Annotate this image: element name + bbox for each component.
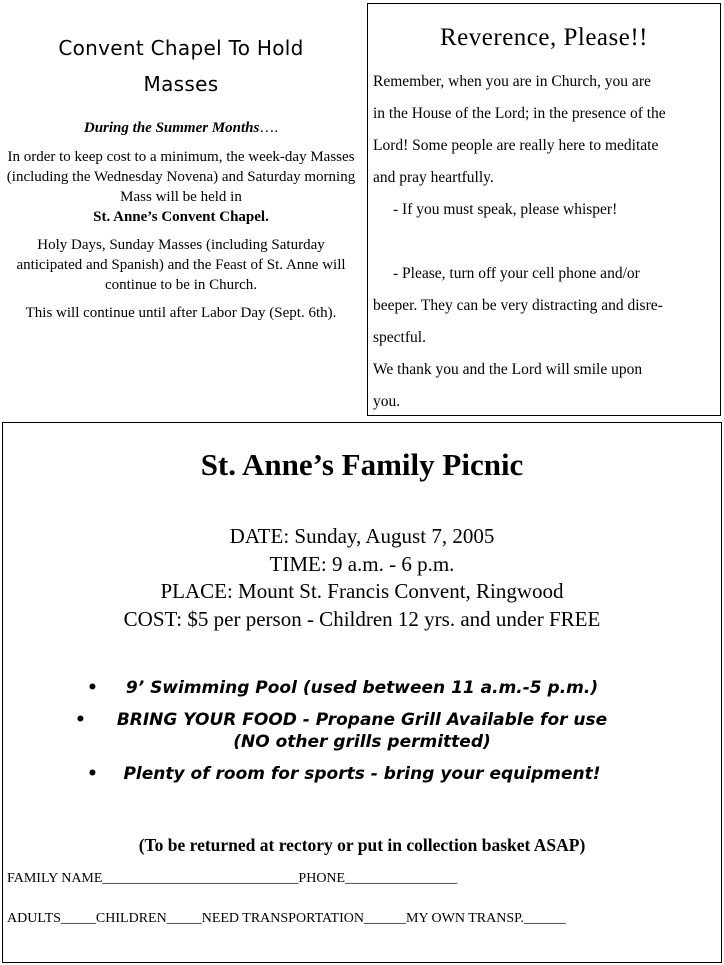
- reverence-line: spectful.: [373, 329, 426, 346]
- convent-title-line2: Masses: [143, 72, 219, 96]
- convent-paragraph-2: Holy Days, Sunday Masses (including Saturday anticipated and Spanish) and the Feast of St. Anne will continue to be in Church.: [16, 237, 346, 293]
- convent-title-line1: Convent Chapel To Hold: [58, 36, 304, 60]
- reverence-line: - Please, turn off your cell phone and/or: [393, 265, 640, 282]
- convent-chapel-article: [0, 0, 362, 415]
- reverence-body: [373, 66, 716, 418]
- convent-article-title: [10, 30, 352, 102]
- bullet-icon: •: [75, 710, 86, 730]
- picnic-bullet-text: Plenty of room for sports - bring your equipment!: [123, 764, 601, 784]
- convent-p1-text: In order to keep cost to a minimum, the week-day Masses (including the Wednesday Novena) and Saturday morning Mass will be held in: [6, 149, 356, 205]
- picnic-bullet-text: 9’ Swimming Pool (used between 11 a.m.-5 p.m.): [125, 678, 599, 698]
- picnic-bullet-list: [3, 677, 721, 785]
- reverence-line: beeper. They can be very distracting and disre-: [373, 297, 663, 314]
- reverence-line: and pray heartfully.: [373, 169, 494, 186]
- reverence-line: - If you must speak, please whisper!: [393, 201, 618, 218]
- reverence-box: [367, 3, 721, 416]
- convent-p1-bold: St. Anne’s Convent Chapel.: [93, 209, 269, 225]
- reverence-title: Reverence, Please!!: [440, 24, 648, 51]
- picnic-cost: COST: $5 per person - Children 12 yrs. and under FREE: [123, 606, 601, 631]
- bullet-icon: •: [87, 678, 98, 698]
- list-item: [3, 677, 721, 699]
- list-item: [3, 709, 721, 753]
- picnic-place: PLACE: Mount St. Francis Convent, Ringwood: [160, 579, 564, 603]
- picnic-bullet-text-line2: (NO other grills permitted): [233, 732, 491, 752]
- picnic-title: St. Anne’s Family Picnic: [200, 447, 524, 482]
- picnic-bullet-text: BRING YOUR FOOD - Propane Grill Available for use: [116, 710, 608, 730]
- picnic-details: [3, 523, 721, 633]
- list-item: [3, 763, 721, 785]
- convent-subtitle-dots: ….: [259, 120, 279, 136]
- convent-subtitle: [0, 120, 362, 137]
- bullet-icon: •: [87, 764, 98, 784]
- reverence-line: you.: [373, 393, 401, 410]
- convent-paragraph-1: [6, 147, 356, 227]
- picnic-return-note: (To be returned at rectory or put in collection basket ASAP): [138, 835, 586, 855]
- convent-subtitle-text: During the Summer Months: [83, 120, 260, 136]
- family-picnic-box: [2, 422, 722, 963]
- reverence-line: Remember, when you are in Church, you are: [373, 73, 651, 90]
- convent-paragraph-3: This will continue until after Labor Day (Sept. 6th).: [25, 305, 337, 321]
- family-name-phone-form-line[interactable]: FAMILY NAME____________________________PHONE________________: [7, 871, 458, 886]
- reverence-spacer: [373, 226, 716, 258]
- picnic-time: TIME: 9 a.m. - 6 p.m.: [269, 551, 455, 576]
- picnic-date: DATE: Sunday, August 7, 2005: [229, 524, 495, 548]
- reverence-line: Lord! Some people are really here to meditate: [373, 137, 659, 154]
- reverence-line: We thank you and the Lord will smile upon: [373, 361, 643, 378]
- attendance-transport-form-line[interactable]: ADULTS_____CHILDREN_____NEED TRANSPORTATION______MY OWN TRANSP.______: [7, 911, 566, 926]
- reverence-line: in the House of the Lord; in the presence of the: [373, 105, 666, 122]
